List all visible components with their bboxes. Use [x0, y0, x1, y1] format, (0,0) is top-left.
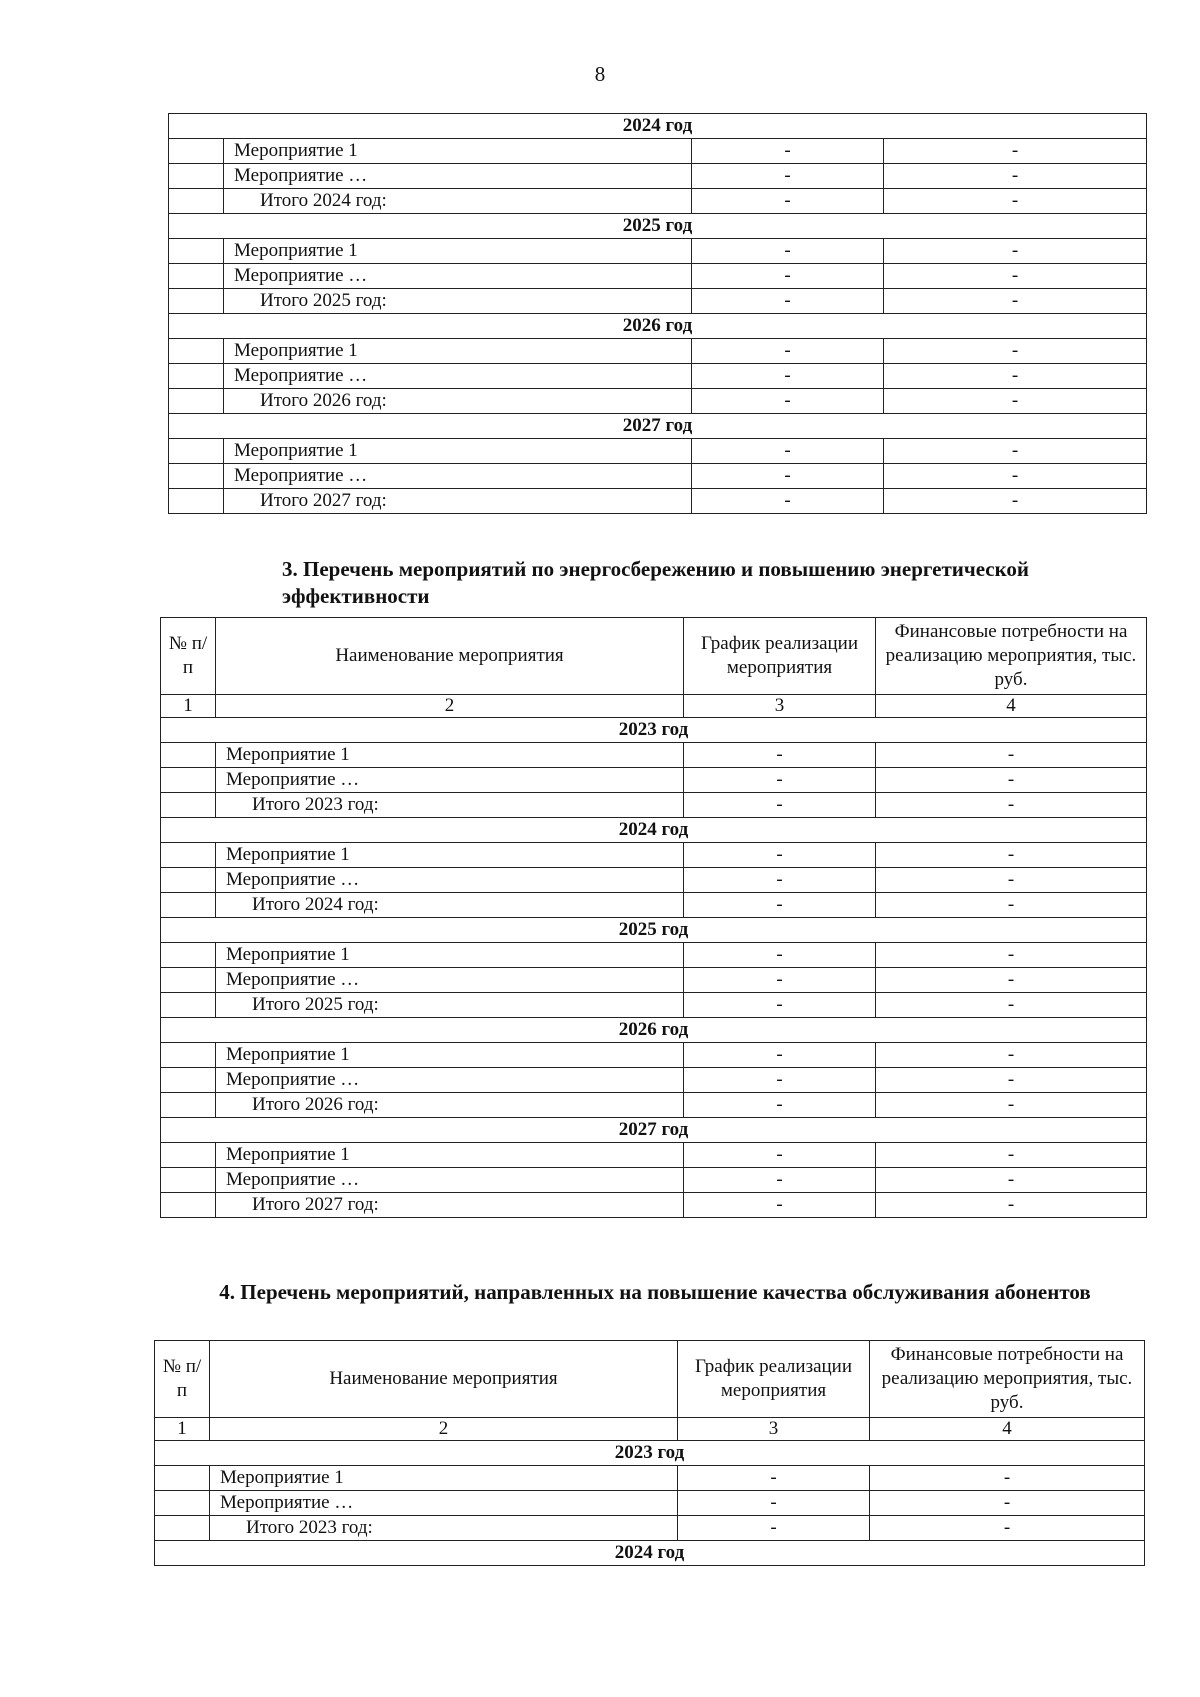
num-cell [169, 364, 224, 389]
item-name: Мероприятие 1 [210, 1466, 678, 1491]
table-row [161, 743, 1147, 768]
total-label: Итого 2025 год: [224, 289, 692, 314]
item-name: Мероприятие 1 [224, 439, 692, 464]
num-cell [169, 489, 224, 514]
finance-cell: - [876, 893, 1147, 918]
item-name: Мероприятие 1 [216, 1143, 684, 1168]
header-schedule: График реализации мероприятия [684, 618, 876, 695]
year-heading: 2024 год [161, 818, 1147, 843]
total-label: Итого 2026 год: [224, 389, 692, 414]
year-row [169, 414, 1147, 439]
header-name: Наименование мероприятия [210, 1341, 678, 1418]
num-cell [169, 339, 224, 364]
year-heading: 2027 год [169, 414, 1147, 439]
num-cell [161, 1068, 216, 1093]
year-row [155, 1441, 1145, 1466]
finance-cell: - [876, 768, 1147, 793]
total-label: Итого 2027 год: [216, 1193, 684, 1218]
schedule-cell: - [692, 389, 884, 414]
column-number-row [155, 1418, 1145, 1441]
finance-cell: - [876, 1168, 1147, 1193]
page-number: 8 [594, 62, 606, 86]
schedule-cell: - [684, 1068, 876, 1093]
year-heading: 2026 год [169, 314, 1147, 339]
item-name: Мероприятие … [224, 364, 692, 389]
finance-cell: - [884, 264, 1147, 289]
num-cell [161, 1093, 216, 1118]
col-number: 3 [684, 695, 876, 718]
table-section3 [160, 617, 1147, 1218]
col-number: 2 [210, 1418, 678, 1441]
year-row [161, 918, 1147, 943]
total-label: Итого 2027 год: [224, 489, 692, 514]
total-label: Итого 2024 год: [216, 893, 684, 918]
finance-cell: - [884, 489, 1147, 514]
finance-cell: - [876, 993, 1147, 1018]
num-cell [161, 1143, 216, 1168]
schedule-cell: - [684, 743, 876, 768]
item-name: Мероприятие 1 [224, 139, 692, 164]
col-number: 3 [678, 1418, 870, 1441]
schedule-cell: - [692, 339, 884, 364]
schedule-cell: - [692, 364, 884, 389]
header-name: Наименование мероприятия [216, 618, 684, 695]
finance-cell: - [876, 968, 1147, 993]
finance-cell: - [884, 339, 1147, 364]
item-name: Мероприятие … [216, 1168, 684, 1193]
total-row [161, 893, 1147, 918]
total-row [161, 793, 1147, 818]
schedule-cell: - [684, 993, 876, 1018]
num-cell [161, 968, 216, 993]
year-heading: 2023 год [161, 718, 1147, 743]
item-name: Мероприятие … [216, 768, 684, 793]
column-number-row [161, 695, 1147, 718]
table-row [169, 264, 1147, 289]
header-num: № п/п [155, 1341, 210, 1418]
total-label: Итого 2025 год: [216, 993, 684, 1018]
table-row [161, 1168, 1147, 1193]
item-name: Мероприятие 1 [224, 239, 692, 264]
table-row [161, 1043, 1147, 1068]
item-name: Мероприятие 1 [224, 339, 692, 364]
schedule-cell: - [678, 1516, 870, 1541]
schedule-cell: - [684, 943, 876, 968]
num-cell [161, 943, 216, 968]
year-heading: 2024 год [155, 1541, 1145, 1566]
finance-cell: - [876, 943, 1147, 968]
schedule-cell: - [692, 164, 884, 189]
num-cell [161, 993, 216, 1018]
table-section4 [154, 1340, 1145, 1566]
header-finance: Финансовые потребности на реализацию мероприятия, тыс. руб. [870, 1341, 1145, 1418]
schedule-cell: - [678, 1466, 870, 1491]
header-finance: Финансовые потребности на реализацию мероприятия, тыс. руб. [876, 618, 1147, 695]
schedule-cell: - [692, 189, 884, 214]
finance-cell: - [870, 1516, 1145, 1541]
num-cell [169, 164, 224, 189]
total-row [169, 289, 1147, 314]
table-section2-continued [168, 113, 1147, 514]
schedule-cell: - [684, 793, 876, 818]
num-cell [169, 464, 224, 489]
total-row [155, 1516, 1145, 1541]
year-row [161, 1018, 1147, 1043]
item-name: Мероприятие 1 [216, 843, 684, 868]
item-name: Мероприятие … [216, 1068, 684, 1093]
year-row [161, 1118, 1147, 1143]
schedule-cell: - [692, 464, 884, 489]
num-cell [169, 439, 224, 464]
finance-cell: - [884, 364, 1147, 389]
table-header-row [155, 1341, 1145, 1418]
item-name: Мероприятие … [224, 464, 692, 489]
table-row [161, 768, 1147, 793]
item-name: Мероприятие 1 [216, 743, 684, 768]
year-heading: 2024 год [169, 114, 1147, 139]
schedule-cell: - [684, 768, 876, 793]
finance-cell: - [876, 843, 1147, 868]
schedule-cell: - [684, 868, 876, 893]
total-label: Итого 2023 год: [210, 1516, 678, 1541]
table-row [169, 239, 1147, 264]
num-cell [161, 1193, 216, 1218]
col-number: 1 [161, 695, 216, 718]
item-name: Мероприятие … [216, 968, 684, 993]
num-cell [169, 389, 224, 414]
schedule-cell: - [684, 1168, 876, 1193]
schedule-cell: - [692, 489, 884, 514]
finance-cell: - [884, 139, 1147, 164]
schedule-cell: - [692, 289, 884, 314]
year-row [161, 818, 1147, 843]
num-cell [155, 1491, 210, 1516]
col-number: 1 [155, 1418, 210, 1441]
num-cell [169, 239, 224, 264]
year-heading: 2025 год [161, 918, 1147, 943]
section-3-title: 3. Перечень мероприятий по энергосбережению и повышению энергетической эффективности [282, 557, 1030, 608]
schedule-cell: - [692, 239, 884, 264]
total-label: Итого 2023 год: [216, 793, 684, 818]
header-schedule: График реализации мероприятия [678, 1341, 870, 1418]
finance-cell: - [870, 1466, 1145, 1491]
finance-cell: - [876, 743, 1147, 768]
schedule-cell: - [684, 843, 876, 868]
finance-cell: - [876, 793, 1147, 818]
col-number: 2 [216, 695, 684, 718]
table-row [161, 843, 1147, 868]
finance-cell: - [884, 164, 1147, 189]
finance-cell: - [876, 1143, 1147, 1168]
num-cell [161, 843, 216, 868]
col-number: 4 [870, 1418, 1145, 1441]
num-cell [155, 1516, 210, 1541]
table-row [169, 139, 1147, 164]
num-cell [169, 139, 224, 164]
finance-cell: - [876, 1093, 1147, 1118]
table-row [161, 1068, 1147, 1093]
col-number: 4 [876, 695, 1147, 718]
table-row [161, 1143, 1147, 1168]
finance-cell: - [884, 464, 1147, 489]
year-row [161, 718, 1147, 743]
item-name: Мероприятие 1 [216, 943, 684, 968]
table-row [155, 1466, 1145, 1491]
table-row [161, 868, 1147, 893]
schedule-cell: - [692, 264, 884, 289]
num-cell [169, 264, 224, 289]
finance-cell: - [884, 289, 1147, 314]
schedule-cell: - [678, 1491, 870, 1516]
schedule-cell: - [684, 968, 876, 993]
num-cell [161, 743, 216, 768]
header-num: № п/п [161, 618, 216, 695]
finance-cell: - [876, 1043, 1147, 1068]
section-4-title: 4. Перечень мероприятий, направленных на повышение качества обслуживания абонентов [219, 1280, 1091, 1304]
num-cell [161, 1043, 216, 1068]
table-row [155, 1491, 1145, 1516]
year-row [169, 214, 1147, 239]
total-label: Итого 2026 год: [216, 1093, 684, 1118]
table-row [161, 968, 1147, 993]
table-row [169, 339, 1147, 364]
schedule-cell: - [692, 439, 884, 464]
num-cell [161, 893, 216, 918]
year-row [155, 1541, 1145, 1566]
finance-cell: - [870, 1491, 1145, 1516]
schedule-cell: - [684, 1043, 876, 1068]
item-name: Мероприятие … [224, 264, 692, 289]
year-heading: 2027 год [161, 1118, 1147, 1143]
schedule-cell: - [684, 893, 876, 918]
finance-cell: - [876, 1068, 1147, 1093]
schedule-cell: - [684, 1193, 876, 1218]
table-header-row [161, 618, 1147, 695]
num-cell [169, 189, 224, 214]
table-row [169, 464, 1147, 489]
finance-cell: - [884, 439, 1147, 464]
finance-cell: - [884, 189, 1147, 214]
finance-cell: - [884, 239, 1147, 264]
table-row [169, 439, 1147, 464]
total-row [169, 489, 1147, 514]
year-heading: 2025 год [169, 214, 1147, 239]
total-row [169, 189, 1147, 214]
schedule-cell: - [692, 139, 884, 164]
schedule-cell: - [684, 1143, 876, 1168]
total-row [161, 1093, 1147, 1118]
finance-cell: - [876, 868, 1147, 893]
table-row [169, 364, 1147, 389]
item-name: Мероприятие … [224, 164, 692, 189]
year-heading: 2023 год [155, 1441, 1145, 1466]
num-cell [161, 868, 216, 893]
table-row [161, 943, 1147, 968]
total-label: Итого 2024 год: [224, 189, 692, 214]
total-row [161, 993, 1147, 1018]
year-row [169, 314, 1147, 339]
item-name: Мероприятие … [216, 868, 684, 893]
num-cell [161, 768, 216, 793]
num-cell [161, 793, 216, 818]
total-row [169, 389, 1147, 414]
item-name: Мероприятие 1 [216, 1043, 684, 1068]
num-cell [155, 1466, 210, 1491]
schedule-cell: - [684, 1093, 876, 1118]
num-cell [169, 289, 224, 314]
total-row [161, 1193, 1147, 1218]
year-heading: 2026 год [161, 1018, 1147, 1043]
item-name: Мероприятие … [210, 1491, 678, 1516]
finance-cell: - [876, 1193, 1147, 1218]
year-row [169, 114, 1147, 139]
table-row [169, 164, 1147, 189]
finance-cell: - [884, 389, 1147, 414]
num-cell [161, 1168, 216, 1193]
